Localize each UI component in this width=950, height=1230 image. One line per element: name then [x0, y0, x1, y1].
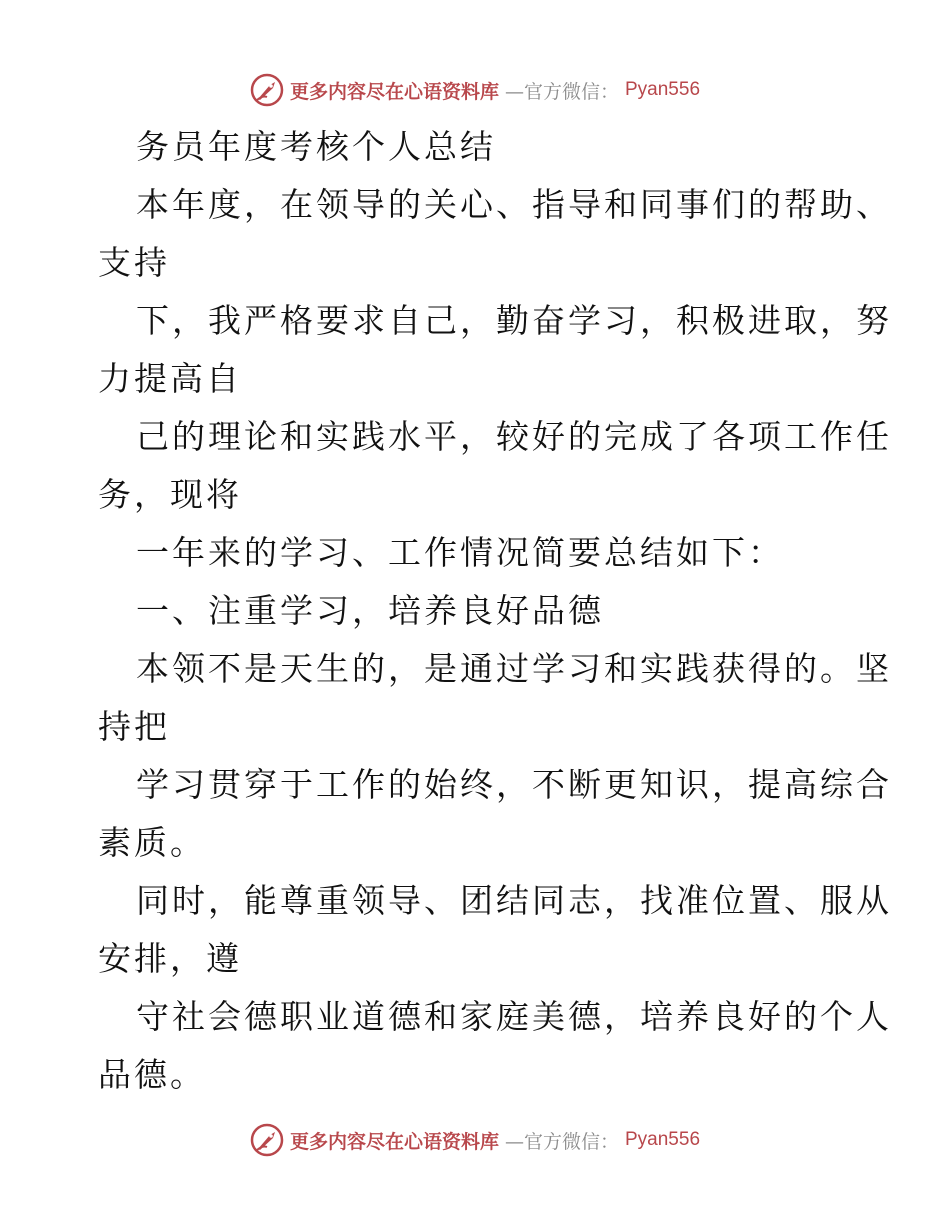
- banner-wechat-label: —官方微信：: [504, 80, 619, 103]
- document-line: 务员年度考核个人总结: [136, 127, 496, 166]
- document-body: [98, 118, 892, 1104]
- document-line: 下，我严格要求自己，勤奋学习，积极进取，努: [136, 301, 892, 340]
- document-line: 安排，遵: [98, 939, 242, 978]
- document-line: 守社会德职业道德和家庭美德，培养良好的个人: [136, 997, 892, 1036]
- section-heading: 一、注重学习，培养良好品德: [136, 591, 604, 630]
- document-line: 本领不是天生的，是通过学习和实践获得的。坚: [136, 649, 892, 688]
- banner-main-text: 更多内容尽在心语资料库: [289, 80, 499, 103]
- banner-wechat-id: Pyan556: [625, 79, 701, 100]
- header-banner: [0, 70, 950, 110]
- document-line: 己的理论和实践水平，较好的完成了各项工作任: [136, 417, 892, 456]
- document-line: 学习贯穿于工作的始终，不断更知识，提高综合: [136, 765, 892, 804]
- document-line: 品德。: [98, 1055, 206, 1094]
- document-line: 同时，能尊重领导、团结同志，找准位置、服从: [136, 881, 892, 920]
- footer-banner: [0, 1120, 950, 1160]
- pen-nib-logo-icon: [250, 1123, 284, 1157]
- banner-main-text: 更多内容尽在心语资料库: [289, 1130, 499, 1153]
- banner-wechat-id: Pyan556: [625, 1129, 701, 1150]
- document-line: 支持: [98, 243, 170, 282]
- document-line: 一年来的学习、工作情况简要总结如下：: [136, 533, 784, 572]
- pen-nib-logo-icon: [250, 73, 284, 107]
- document-line: 务，现将: [98, 475, 242, 514]
- document-line: 素质。: [98, 823, 206, 862]
- banner-wechat-label: —官方微信：: [504, 1130, 619, 1153]
- document-line: 本年度，在领导的关心、指导和同事们的帮助、: [136, 185, 892, 224]
- document-line: 力提高自: [98, 359, 242, 398]
- document-line: 持把: [98, 707, 170, 746]
